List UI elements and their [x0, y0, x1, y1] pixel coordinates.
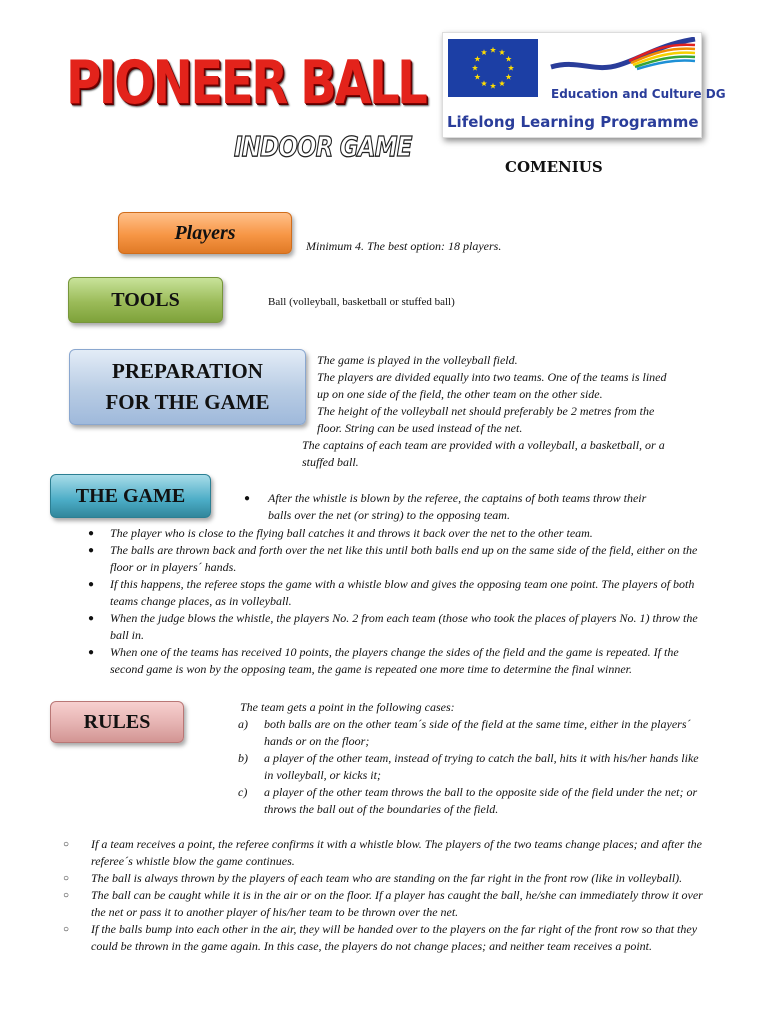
list-item: a) both balls are on the other team´s side of the field at the same time, either in the players´ hands or on the floor;: [238, 717, 691, 748]
preparation-text: [302, 352, 707, 471]
list-item: ○ The ball is always thrown by the players of each team who are standing on the far right in the front row (like in volleyball).: [63, 871, 683, 885]
rules-intro: The team gets a point in the following cases:: [240, 700, 455, 714]
preparation-line: The captains of each team are provided with a volleyball, a basketball, or a: [302, 438, 665, 452]
players-heading: Players: [118, 212, 292, 254]
list-item: ● The balls are thrown back and forth over the net like this until both balls end up on the same side of the field, either on the floor or in players´ hands.: [88, 543, 698, 574]
rules-notes-list: [63, 836, 703, 955]
game-first-item-line: balls over the net (or string) to the opposing team.: [268, 508, 510, 522]
eu-flag-icon: [448, 39, 538, 97]
preparation-line: up on one side of the field, the other team on the other side.: [317, 387, 603, 401]
rules-heading: RULES: [50, 701, 184, 743]
preparation-line: The height of the volleyball net should preferably be 2 metres from the: [317, 404, 655, 418]
bullet-marker: ●: [88, 647, 95, 658]
preparation-heading: [69, 349, 306, 425]
preparation-line: The game is played in the volleyball field.: [317, 353, 518, 367]
list-item: ● When the judge blows the whistle, the players No. 2 from each team (those who took the places of players No. 1) throw the ball in.: [88, 611, 698, 642]
bullet-marker: ●: [88, 579, 95, 590]
bullet-marker: ●: [88, 613, 95, 624]
list-item: ○ The ball can be caught while it is in the air or on the floor. If a player has caught the ball, he/she can immediately throw it over the net or pass it to another player of his/her team to be thrown over the net.: [63, 888, 703, 919]
eu-programme-logo: [442, 32, 726, 138]
preparation-heading-line2: FOR THE GAME: [105, 390, 270, 414]
tools-heading: TOOLS: [68, 277, 223, 323]
lifelong-learning-label: Lifelong Learning Programme: [447, 113, 699, 131]
list-item: ● If this happens, the referee stops the game with a whistle blow and gives the opposing team one point. The players of both teams change places, as in volleyball.: [88, 577, 695, 608]
list-item: ● The player who is close to the flying ball catches it and throws it back over the net to the other team.: [88, 526, 593, 540]
bullet-marker: ●: [88, 545, 95, 556]
preparation-heading-line1: PREPARATION: [112, 359, 263, 383]
list-item: ● When one of the teams has received 10 points, the players change the sides of the field and the game is repeated. If the second game is won by the opposing team, the game is repeated one more time to determine the final winner.: [88, 645, 679, 676]
tools-text: Ball (volleyball, basketball or stuffed ball): [268, 296, 455, 308]
list-item: b) a player of the other team, instead of trying to catch the ball, hits it with his/her hands like in volleyball, or kicks it;: [238, 751, 699, 782]
wave-logo-icon: [549, 37, 699, 85]
list-item: ○ If a team receives a point, the referee confirms it with a whistle blow. The players of the two teams change places; and after the referee´s whistle blow the game continues.: [63, 837, 703, 868]
preparation-line: floor. String can be used instead of the net.: [317, 421, 523, 435]
preparation-line: The players are divided equally into two teams. One of the teams is lined: [317, 370, 667, 384]
circle-bullet-icon: ○: [63, 890, 70, 901]
bullet-marker: ●: [88, 528, 95, 539]
education-culture-label: Education and Culture DG: [551, 87, 726, 101]
game-first-item-line: After the whistle is blown by the referee, the captains of both teams throw their: [268, 491, 647, 505]
list-item: ○ If the balls bump into each other in the air, they will be handed over to the players on the far right of the front row so that they could be thrown in the game again. In this case, the players do not change places; and neither team receives a point.: [63, 922, 698, 953]
players-text: Minimum 4. The best option: 18 players.: [306, 239, 502, 253]
document-subtitle: INDOOR GAME: [234, 130, 412, 163]
game-first-item: [244, 490, 708, 524]
list-item: c) a player of the other team throws the ball to the opposite side of the field under the net; or throws the ball out of the boundaries of the field.: [238, 785, 698, 816]
the-game-heading: THE GAME: [50, 474, 211, 518]
circle-bullet-icon: ○: [63, 924, 70, 935]
bullet-marker: ●: [244, 493, 251, 504]
preparation-line: stuffed ball.: [302, 455, 359, 469]
comenius-label: COMENIUS: [505, 158, 603, 176]
circle-bullet-icon: ○: [63, 839, 70, 850]
rules-cases-list: [238, 716, 704, 818]
game-steps-list: [88, 525, 710, 678]
circle-bullet-icon: ○: [63, 873, 70, 884]
document-title: PIONEER BALL: [66, 48, 426, 118]
